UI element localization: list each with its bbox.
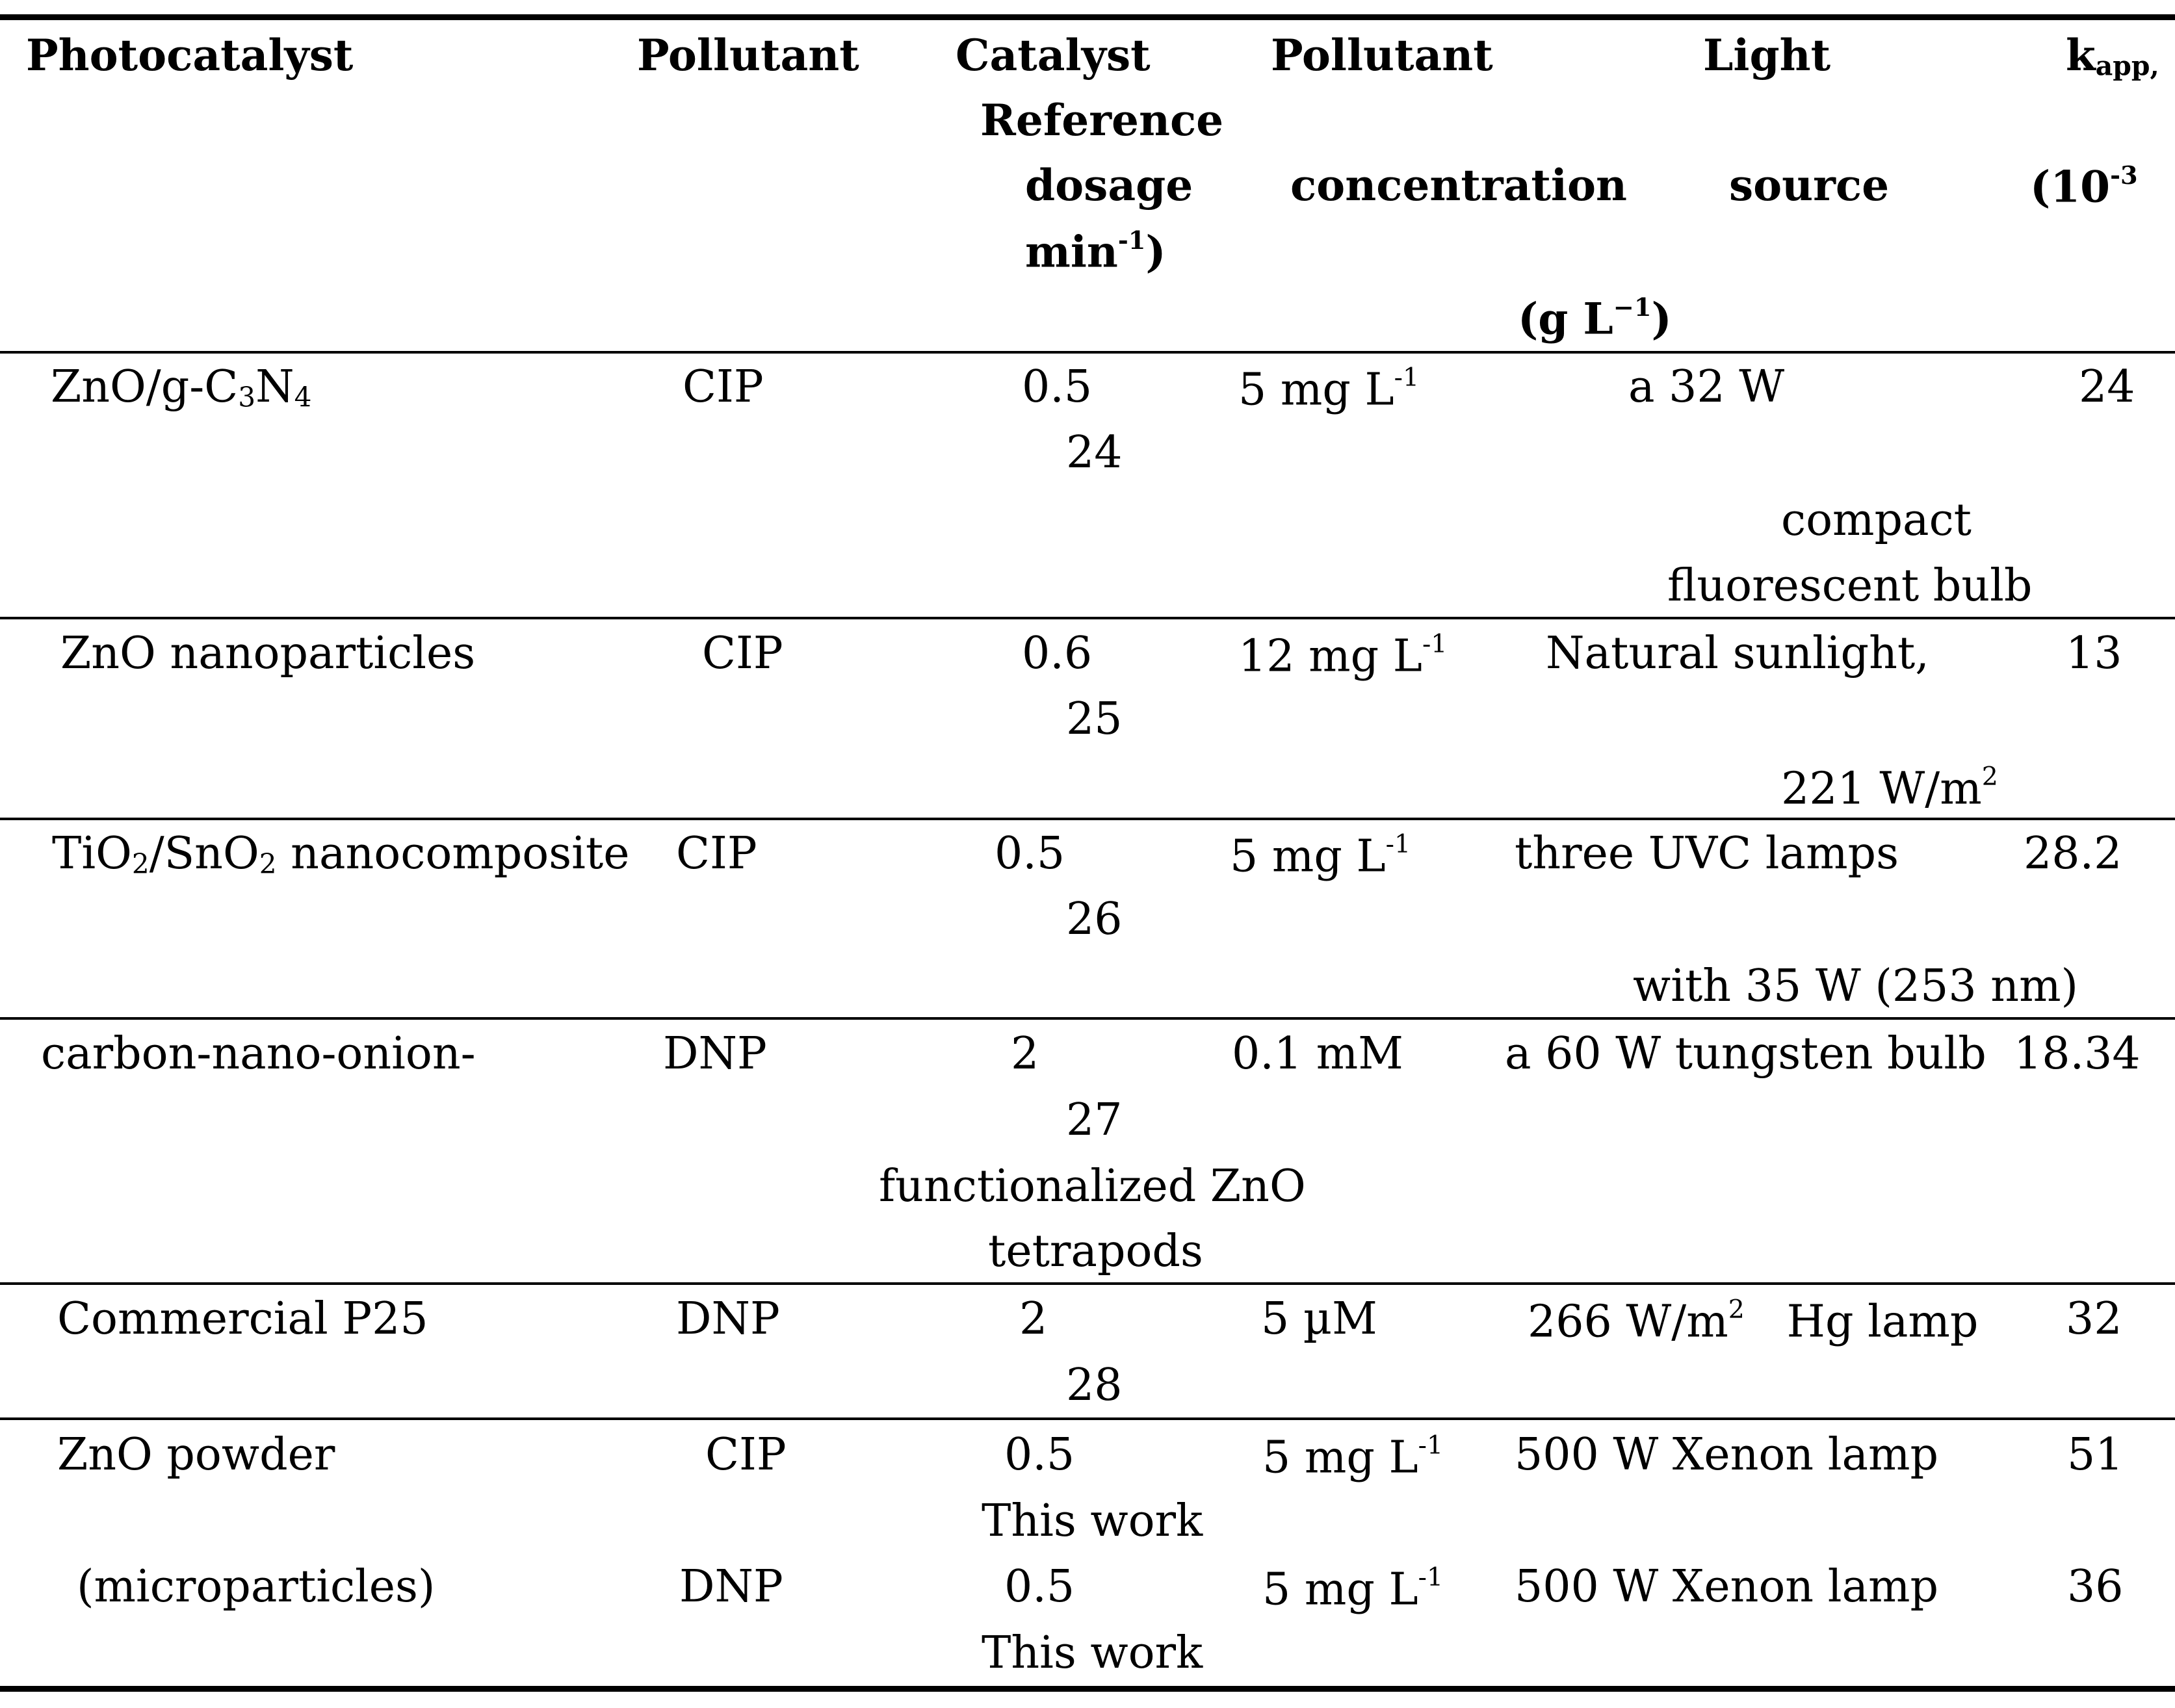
- cell-reference: 24: [1066, 427, 1123, 478]
- header-photocatalyst: Photocatalyst: [26, 30, 354, 81]
- cell-photocatalyst: functionalized ZnO: [879, 1161, 1306, 1212]
- cell-kapp: 18.34: [2014, 1028, 2141, 1080]
- cell-dosage: 0.6: [1022, 628, 1093, 679]
- cell-light: 266 $W/m^2$ Hg lamp: [1528, 1295, 1979, 1348]
- cell-concentration: 5 mg $L^{-1}$: [1262, 1430, 1444, 1484]
- cell-concentration: 5 µM: [1261, 1293, 1377, 1345]
- cell-photocatalyst: (microparticles): [77, 1561, 436, 1612]
- cell-light: with 35 W (253 nm): [1633, 961, 2079, 1012]
- header-conc-unit: (g $L^{-1}$): [1518, 293, 1672, 344]
- row-divider: [0, 1282, 2175, 1285]
- cell-reference: 26: [1066, 894, 1123, 945]
- cell-pollutant: DNP: [676, 1293, 780, 1345]
- table-bottom-rule: [0, 1686, 2175, 1692]
- cell-photocatalyst: ZnO powder: [57, 1429, 335, 1481]
- header-concentration: concentration: [1290, 160, 1627, 211]
- cell-kapp: 28.2: [2024, 828, 2122, 879]
- cell-photocatalyst: TiO2/SnO2 nanocomposite: [52, 828, 630, 880]
- cell-dosage: 0.5: [1022, 361, 1093, 413]
- cell-concentration: 12 mg $L^{-1}$: [1238, 629, 1448, 682]
- cell-reference: 27: [1066, 1094, 1123, 1146]
- cell-concentration: 5 mg $L^{-1}$: [1262, 1562, 1444, 1616]
- cell-kapp: 32: [2066, 1293, 2122, 1345]
- cell-light: fluorescent bulb: [1667, 560, 2033, 612]
- cell-pollutant: DNP: [663, 1028, 767, 1080]
- cell-light: 221 $W/m^2$: [1781, 762, 1998, 815]
- header-min-unit: $\min^{-1}$): [1025, 226, 1166, 278]
- cell-dosage: 0.5: [1004, 1429, 1075, 1481]
- row-divider: [0, 1417, 2175, 1420]
- cell-kapp: 13: [2066, 628, 2122, 679]
- row-divider: [0, 617, 2175, 619]
- header-dosage: dosage: [1025, 160, 1193, 211]
- cell-concentration: 5 mg $L^{-1}$: [1238, 363, 1420, 416]
- cell-pollutant: CIP: [683, 361, 764, 413]
- cell-reference: This work: [982, 1627, 1203, 1679]
- cell-kapp: 36: [2067, 1561, 2124, 1612]
- cell-kapp: 24: [2079, 361, 2135, 413]
- cell-kapp: 51: [2067, 1429, 2124, 1481]
- cell-concentration: 5 mg $L^{-1}$: [1230, 829, 1411, 883]
- cell-dosage: 2: [1011, 1028, 1039, 1080]
- cell-dosage: 0.5: [995, 828, 1065, 879]
- cell-light: Natural sunlight,: [1546, 628, 1929, 679]
- header-catalyst: Catalyst: [956, 30, 1151, 81]
- cell-photocatalyst: ZnO/g-C3N4: [51, 361, 312, 413]
- cell-dosage: 2: [1019, 1293, 1048, 1345]
- cell-reference: This work: [982, 1495, 1203, 1547]
- cell-light: a 32 W: [1628, 361, 1785, 413]
- cell-pollutant: CIP: [702, 628, 783, 679]
- header-reference: Reference: [980, 95, 1224, 146]
- cell-photocatalyst: carbon-nano-onion-: [41, 1028, 476, 1080]
- header-source: source: [1729, 160, 1890, 211]
- cell-dosage: 0.5: [1004, 1561, 1075, 1612]
- cell-pollutant: CIP: [705, 1429, 787, 1481]
- cell-light: 500 W Xenon lamp: [1515, 1561, 1939, 1612]
- cell-light: compact: [1781, 495, 1972, 546]
- header-pollutant: Pollutant: [637, 30, 859, 81]
- cell-pollutant: DNP: [679, 1561, 783, 1612]
- row-divider: [0, 1017, 2175, 1020]
- cell-reference: 28: [1066, 1360, 1123, 1411]
- header-kapp-unit: ($10^{-3}$: [2030, 161, 2138, 213]
- cell-pollutant: CIP: [676, 828, 757, 879]
- table-top-rule: [0, 14, 2175, 20]
- cell-photocatalyst: ZnO nanoparticles: [60, 628, 476, 679]
- row-divider: [0, 818, 2175, 820]
- cell-light: 500 W Xenon lamp: [1515, 1429, 1939, 1481]
- header-bottom-rule: [0, 351, 2175, 354]
- cell-reference: 25: [1066, 693, 1123, 745]
- cell-photocatalyst: tetrapods: [988, 1226, 1203, 1277]
- header-pollutant-conc: Pollutant: [1271, 30, 1493, 81]
- cell-light: a 60 W tungsten bulb: [1505, 1028, 1986, 1080]
- cell-light: three UVC lamps: [1515, 828, 1899, 879]
- cell-photocatalyst: Commercial P25: [57, 1293, 428, 1345]
- header-light: Light: [1703, 30, 1831, 81]
- header-kapp: kapp,: [2066, 30, 2159, 82]
- cell-concentration: 0.1 mM: [1232, 1028, 1403, 1080]
